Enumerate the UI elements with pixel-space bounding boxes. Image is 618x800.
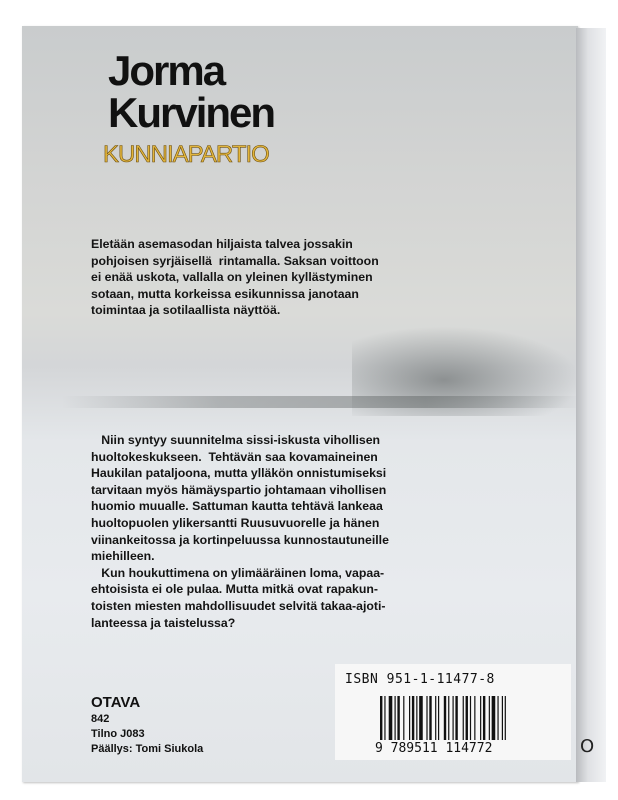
order-number: Tilno J083 xyxy=(91,728,145,740)
barcode-bar xyxy=(444,696,446,740)
barcode-bar xyxy=(483,696,485,740)
book-title: KUNNIAPARTIO xyxy=(103,141,269,168)
barcode-bar xyxy=(397,696,399,740)
blurb-line: viinankeitossa ja kortinpeluussa kunnostautuneille xyxy=(91,532,389,547)
barcode-bar xyxy=(502,696,503,740)
author-last-name: Kurvinen xyxy=(108,89,275,136)
blurb-line: ei enää uskota, vallalla on yleinen kyllästyminen xyxy=(91,270,373,285)
barcode-bar xyxy=(505,696,506,740)
barcode-bar xyxy=(435,696,436,740)
barcode-bar xyxy=(466,696,468,740)
barcode-bar xyxy=(455,696,457,740)
blurb-line: ehtoisista ei ole pulaa. Mutta mitkä ovat rapakun- xyxy=(91,582,378,597)
blurb-line: Eletään asemasodan hiljaista talvea jossakin xyxy=(91,237,353,251)
barcode-bar xyxy=(470,696,471,740)
barcode-bar xyxy=(489,696,490,740)
barcode-bar xyxy=(409,696,410,740)
barcode-image xyxy=(380,696,562,740)
treeline-illustration xyxy=(62,396,578,408)
spine-letter: O xyxy=(580,736,595,757)
barcode-bar xyxy=(395,696,396,740)
isbn-number: ISBN 951-1-11477-8 xyxy=(345,672,495,687)
publisher-info xyxy=(91,694,203,757)
barcode-bar xyxy=(480,696,481,740)
series-number: 842 xyxy=(91,713,110,725)
barcode-bar xyxy=(419,696,423,740)
blurb-line: lanteessa ja taistelussa? xyxy=(91,615,236,630)
blurb-line: huoltokeskukseen. Tehtävän saa kovamaineinen xyxy=(91,449,378,464)
blurb-line: toisten miesten mahdollisuudet selvitä takaa-ajoti- xyxy=(91,598,386,613)
barcode-bar xyxy=(416,696,417,740)
barcode-bar xyxy=(492,696,496,740)
barcode-bar xyxy=(412,696,414,740)
book-spine xyxy=(576,28,606,782)
barcode-bar xyxy=(463,696,464,740)
blurb-paragraph-2 xyxy=(91,432,391,631)
barcode-bar xyxy=(380,696,382,740)
blurb-line: Haukilan pataljoona, mutta ylläkön onnistumiseksi xyxy=(91,466,387,481)
cover-designer: Päällys: Tomi Siukola xyxy=(91,743,204,755)
isbn-barcode-box xyxy=(335,664,571,760)
publisher-name: OTAVA xyxy=(91,694,141,711)
barcode-bar xyxy=(403,696,404,740)
blurb-line: Niin syntyy suunnitelma sissi-iskusta vihollisen xyxy=(91,433,381,447)
blurb-paragraph-1 xyxy=(91,236,391,319)
blurb-line: tarvitaan myös hämäyspartio johtamaan vihollisen xyxy=(91,482,387,497)
barcode-bar xyxy=(384,696,385,740)
barcode-bar xyxy=(438,696,439,740)
barcode-bar xyxy=(497,696,498,740)
author-name xyxy=(108,47,275,136)
barcode-bar xyxy=(429,696,431,740)
blurb-line: miehilleen. xyxy=(91,549,155,564)
blurb-line: Kun houkuttimena on ylimääräinen loma, vapaa- xyxy=(91,565,385,580)
author-first-name: Jorma xyxy=(108,47,225,94)
barcode-bar xyxy=(426,696,427,740)
ean-number: 9 789511 114772 xyxy=(375,741,493,756)
blurb-line: pohjoisen syrjäisellä rintamalla. Saksan voittoon xyxy=(91,253,379,268)
barcode-bar xyxy=(448,696,449,740)
blurb-line: huoltopuolen ylikersantti Ruusuvuorelle ja hänen xyxy=(91,515,380,530)
blurb-line: huomio muualle. Sattuman kautta tehtävä lankeaa xyxy=(91,499,383,514)
blurb-line: toimintaa ja sotilaallista näyttöä. xyxy=(91,303,281,318)
barcode-bar xyxy=(453,696,454,740)
barcode-bar xyxy=(474,696,475,740)
barcode-bar xyxy=(389,696,393,740)
blurb-line: sotaan, mutta korkeissa esikunnissa janotaan xyxy=(91,286,359,301)
